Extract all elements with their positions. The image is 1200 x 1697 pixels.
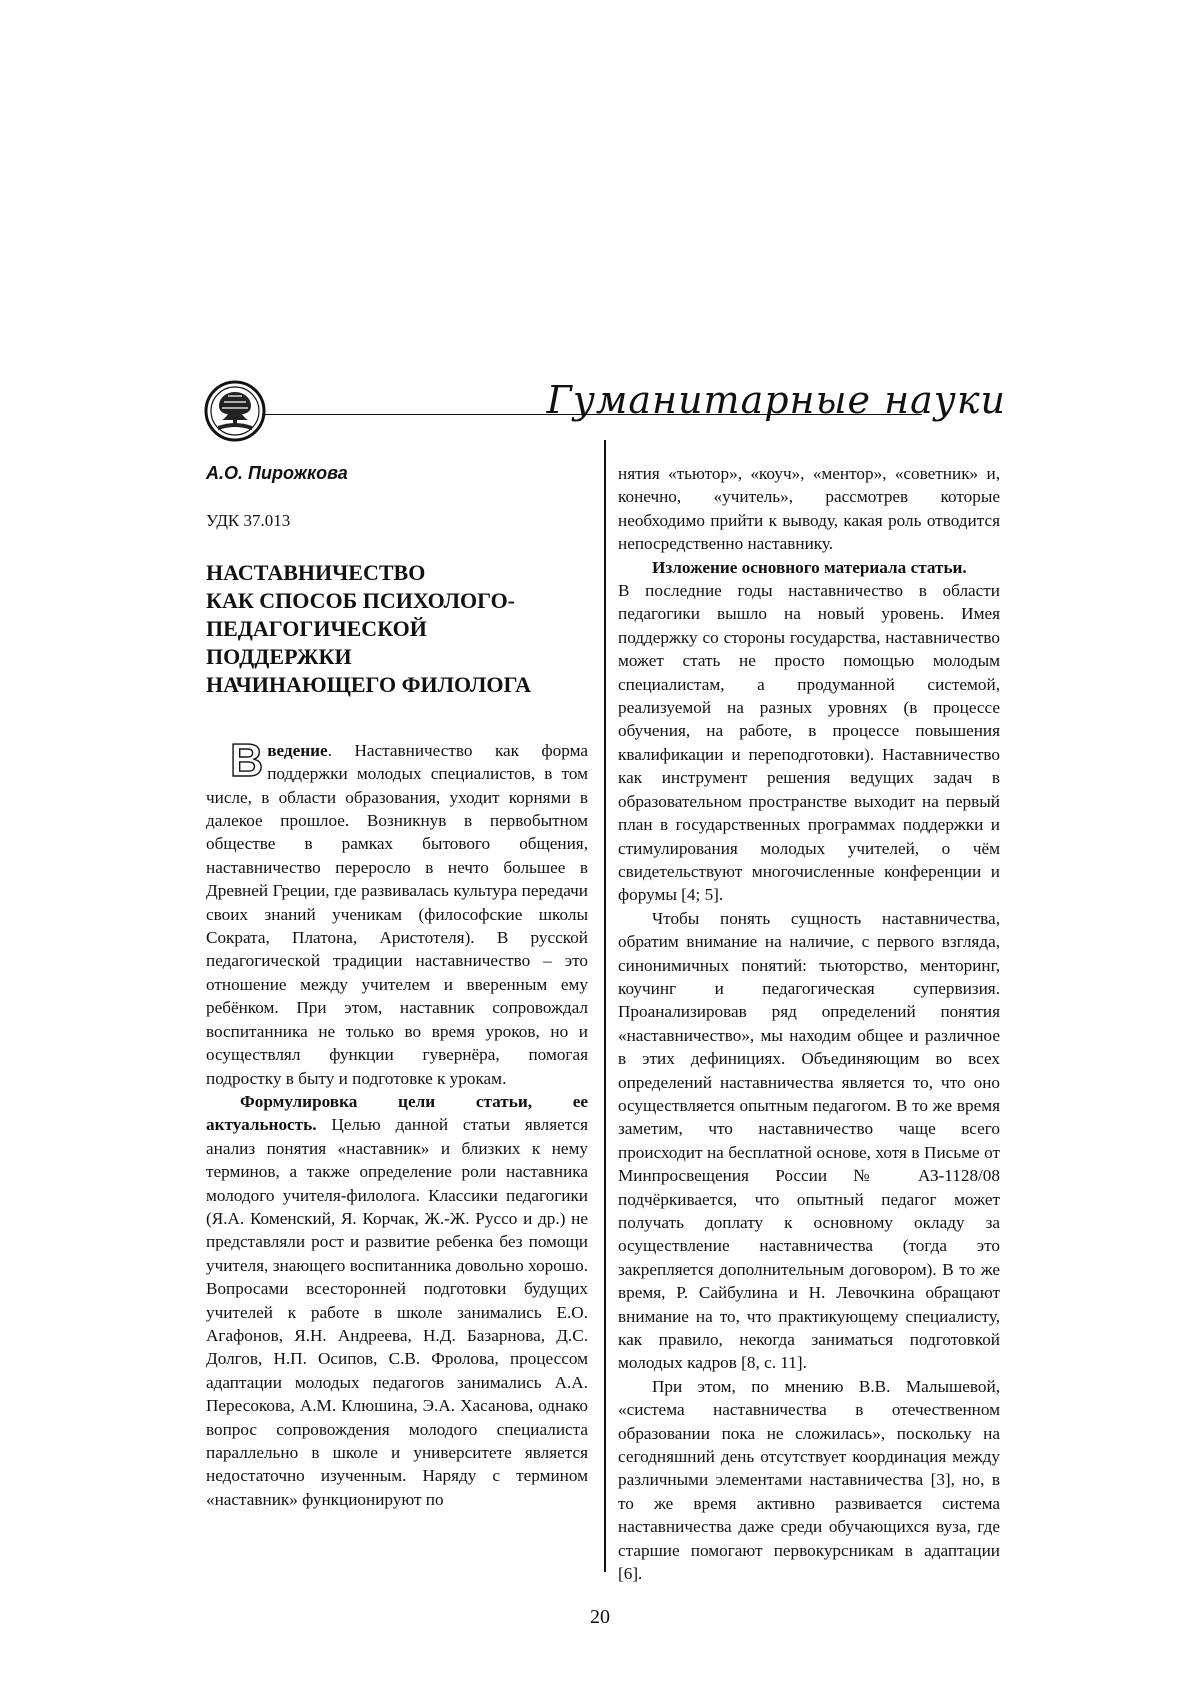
- drop-cap: В: [230, 733, 264, 786]
- article-title: [206, 559, 578, 699]
- title-line: НАЧИНАЮЩЕГО ФИЛОЛОГА: [206, 671, 531, 697]
- page-number: 20: [590, 1606, 610, 1628]
- goal-paragraph: [206, 1090, 588, 1511]
- goal-text: Целью данной статьи является анализ понятия «наставник» и близких к нему терминов, а также определение роли наставника молодого учителя-филолога. Классики педагогики (Я.А. Коменский, Я. Корчак, Ж.-Ж. Руссо и др.) не представляли рост и развитие ребенка без помощи учителя, знающего воспитанника довольно хорошо. Вопросами всесторонней подготовки будущих учителей к работе в школе занимались Е.О. Агафонов, Я.Н. Андреева, Н.Д. Базарнова, Д.С. Долгов, Н.П. Осипов, С.В. Фролова, процессом адаптации молодых педагогов занимались А.А. Пересокова, А.М. Клюшина, Э.А. Хасанова, однако вопрос сопровождения молодого специалиста параллельно в школе и университете является недостаточно изученным. Наряду с термином «наставник» функционируют по: [206, 1115, 588, 1509]
- title-line: КАК СПОСОБ ПСИХОЛОГО-: [206, 587, 516, 613]
- goal-heading: Формулировка цели статьи, ее актуальность.: [206, 1091, 588, 1135]
- author-name: А.О. Пирожкова: [206, 463, 348, 483]
- tree-emblem-icon: [204, 380, 266, 442]
- section-title: Гуманитарные науки: [546, 378, 1006, 422]
- running-header: [204, 374, 1006, 446]
- body-paragraph: При этом, по мнению В.В. Малышевой, «система наставничества в отечественном образовании пока не сложилась», поскольку на сегодняшний день отсутствует координация между различными элементами наставничества [3], но, в то же время активно развивается система наставничества даже среди обучающихся вуза, где старшие помогают первокурсникам в адаптации [6].: [618, 1376, 1000, 1584]
- main-paragraph: В последние годы наставничество в области педагогики вышло на новый уровень. Имея поддержку со стороны государства, наставничество может стать не просто помощью молодым специалистам, а продуманной системой, реализуемой на разных уровнях (в процессе обучения, на работе, в процессе повышения квалификации и переподготовки). Наставничество как инструмент решения ведущих задач в образовательном пространстве выходит на первый план в государственных программах поддержки и стимулирования молодых учителей, о чём свидетельствуют многочисленные конференции и форумы [4; 5].: [618, 581, 1000, 905]
- right-column: [618, 462, 1000, 1586]
- column-divider: [604, 440, 606, 1572]
- title-line: ПЕДАГОГИЧЕСКОЙ: [206, 615, 427, 641]
- title-line: ПОДДЕРЖКИ: [206, 643, 352, 669]
- intro-paragraph: [206, 733, 588, 1090]
- main-heading: Изложение основного материала статьи.: [652, 557, 967, 577]
- main-heading-paragraph: [618, 556, 1000, 579]
- left-column: [206, 462, 588, 1511]
- intro-text: . Наставничество как форма поддержки молодых специалистов, в том числе, в области образования, уходит корнями в далекое прошлое. Возникнув в первобытном обществе в рамках бытового общения, наставничество переросло в нечто большее в Древней Греции, где развивалась культура передачи своих знаний ученикам (философские школы Сократа, Платона, Аристотеля). В русской педагогической традиции наставничество – это отношение между учителем и вверенным ему ребёнком. При этом, наставник сопровождал воспитанника не только во время уроков, но и осуществлял функции гувернёра, помогая подростку в быту и подготовке к урокам.: [206, 740, 588, 1088]
- continued-paragraph: нятия «тьютор», «коуч», «ментор», «советник» и, конечно, «учитель», рассмотрев которые необходимо прийти к выводу, какая роль отводится непосредственно наставнику.: [618, 464, 1000, 554]
- title-line: НАСТАВНИЧЕСТВО: [206, 559, 426, 585]
- udk-code: УДК 37.013: [206, 511, 291, 531]
- body-paragraph: Чтобы понять сущность наставничества, обратим внимание на наличие, с первого взгляда, синонимичных понятий: тьюторство, менторинг, коучинг и педагогическая супервизия. Проанализировав ряд определений понятия «наставничество», мы находим общее и различное в этих дефинициях. Объединяющим во всех определений наставничества является то, что оно осуществляется опытным педагогом. В то же время заметим, что наставничество чаще всего происходит на бесплатной основе, хотя в Письме от Минпросвещения России № АЗ-1128/08 подчёркивается, что опытный педагог может получать доплату к основному окладу за осуществление наставничества (тогда это закрепляется дополнительным договором). В то же время, Р. Сайбулина и Н. Левочкина обращают внимание на то, что практикующему специалисту, как правило, некогда заниматься подготовкой молодых кадров [8, с. 11].: [618, 908, 1000, 1373]
- intro-heading: ведение: [267, 740, 328, 760]
